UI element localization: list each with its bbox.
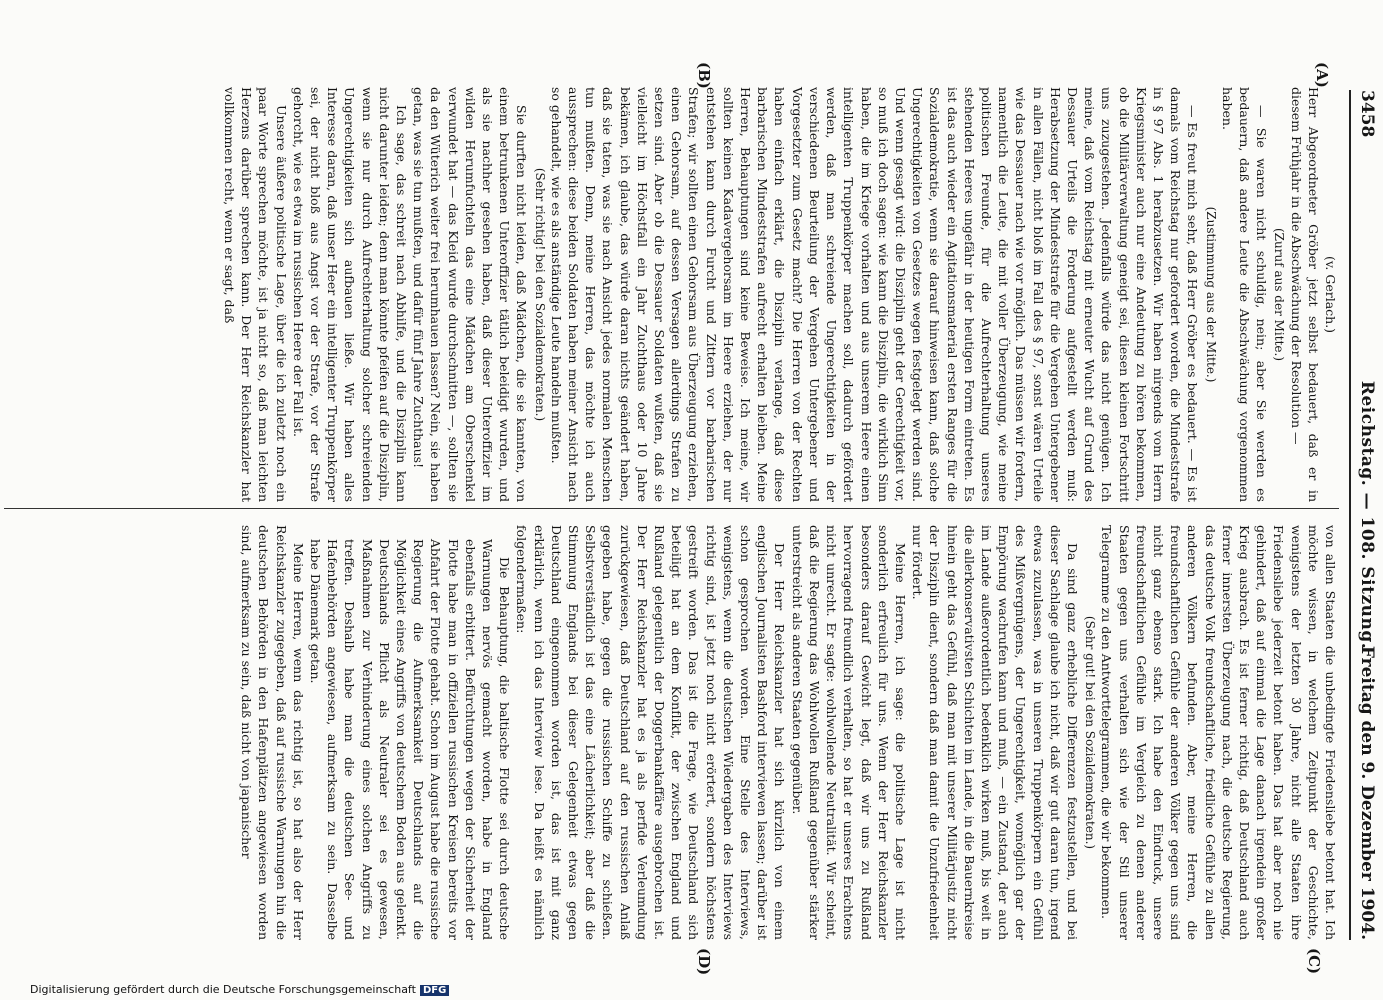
paragraph: Unsere äußere politische Lage, über die ich zuletzt noch ein paar Worte sprechen möchte, ist ja nicht so, daß man leichten Herzens darüber sprechen kann. Der Herr Reichskanzler hat vollkommen recht, wenn er sagt, daß [222,87,289,502]
right-column [238,525,1339,940]
paragraph: Da sind ganz erhebliche Differenzen festzustellen, und bei dieser Sachlage glaube ich nicht, daß wir gut daran tun, irgend etwas zuzulassen, was in unseren Truppenkörpern ein Gefühl des Mißvergnügens, der Ungerechtigkeit, womöglich gar der Empörung wachrufen kann und muß, — ein Zustand, der auch im Lande außerordentlich bedenklich wirken muß, bis weit in die allerkonservativsten Schichten im Lande, in die Bauernkreise hinein geht das Gefühl, daß man mit unserer Militärjustiz nicht der Disziplin dient, sondern daß man damit die Unzufriedenheit nur fördert. [910,525,1080,940]
footer-text: Digitalisierung gefördert durch die Deutsche Forschungsgemeinschaft [30,983,416,996]
paragraph: Meine Herren, ich sage: die politische Lage ist nicht sonderlich erfreulich für uns. Wenn der Herr Reichskanzler besonders darauf Gewicht legt, daß wir uns zu Rußland hervorragend freundlich verhalten, so hat er unseres Erachtens nicht unrecht. Er sagte: wohlwollende Neutralität. Wir scheint, daß die Regierung das Wohlwollen Rußland gegenüber stärker unterstreicht als anderen Staaten gegenüber. [789,525,908,940]
paragraph: Meine Herren, wenn das richtig ist, so hat also der Herr Reichskanzler zugegeben, daß auf russische Warnungen hin die deutschen Behörden in den Hafenplätzen angewiesen worden sind, aufmerksam zu sein, daß nicht von japanischer [239,525,306,940]
page-header [1335,90,1377,940]
paragraph: — Sie waren nicht schuldig, nein; aber Sie werden es bedauern, daß andere Leute die Abschwächung vorgenommen haben. [1219,87,1270,502]
interjection: (Zustimmung aus der Mitte.) [1203,206,1218,383]
interjection: (Sehr gut! bei den Sozialdemokraten.) [1083,615,1098,850]
dfg-logo: DFG [420,985,449,996]
paragraph: Ich sage, das schreit nach Abhilfe, und die Disziplin kann nicht darunter leiden; denn man könnte pfeifen auf die Disziplin, wenn sie nur durch Aufrechterhaltung solcher schreienden Ungerechtigkeiten sich aufbauen ließe. Wir haben alles Interesse daran, daß unser Heer ein intelligenter Truppenkörper sei, der nicht bloß aus Angst vor der Strafe, vor der Strafe gehorcht, wie es etwa im russischen Heere der Fall ist. [290,87,410,502]
paragraph: Herr Abgeordneter Gröber jetzt selbst bedauert, daß er in diesem Frühjahr in die Abschwächung der Resolution — [1288,87,1321,502]
paragraph: — Es freut mich sehr, daß Herr Gröber es bedauert. — Es ist damals vom Reichstag nur gefordert worden, die Mindeststrafe in § 97 Abs. 1 herabzusetzen. Wir haben nirgends vom Herrn Kriegsminister auch nur eine Andeutung zu hören bekommen, ob die Militärverwaltung geneigt sei, diesen kleinen Fortschritt uns zuzugestehen. Jedenfalls würde das nicht genügen. Ich meine, daß vom Reichstag mit erneuter Wucht auf Grund des Dessauer Urteils die Forderung aufgestellt werden muß: Herabsetzung der Mindeststrafe für die Vergehen Untergebener in allen Fällen, nicht bloß im Fall des § 97, sonst wären Urteile wie das Dessauer nach wie vor möglich. Das müssen wir fordern, namentlich die Leute, die mit voller Überzeugung, wie meine politischen Freunde, für die Aufrechterhaltung unseres stehenden Heeres ungefähr in der heutigen Form eintreten. Es ist das auch wieder ein Agitationsmaterial ersten Ranges für die Sozialdemokratie, wenn sie darauf hinweisen kann, daß solche Ungerechtigkeiten von Gesetzes wegen festgelegt werden sind. Und wenn gesagt wird: die Disziplin geht der Gerechtigkeit vor, so muß ich doch sagen: wie kann die Disziplin, die wirklich Sinn haben, die im Kriege vorhalten und aus unserem Heere einen intelligenten Truppenkörper machen soll, dadurch gefördert werden, daß man schreiende Ungerechtigkeiten in der verschiedenen Beurteilung der Vergehen Untergebener und Vorgesetzter zum Gesetz macht? Die Herren von der Rechten haben einfach erklärt, die Disziplin verlange, daß diese barbarischen Mindeststrafen aufrecht erhalten bleiben. Meine Herren, Behauptungen sind keine Beweise. Ich meine, wir sollten keinen Kadavergehorsam im Heere erziehen, der nur entstehen kann durch Furcht und Zittern vor barbarischen Strafen; wir sollten einen Gehorsam aus Überzeugung erziehen, einen Gehorsam, auf dessen Versagen allerdings Strafen zu setzen sind. Aber ob die Dessauer Soldaten wußten, daß sie vielleicht im Höchstfall ein Jahr Zuchthaus oder 10 Jahre bekämen, ich glaube, das würde daran nichts geändert haben, daß sie taten, was sie nach Ansicht jedes normalen Menschen tun mußten. Denn, meine Herren, das möchte ich auch aussprechen: diese beiden Soldaten haben meiner Ansicht nach so gehandelt, wie es als anständige Leute handeln mußten. [548,87,1201,502]
page-number: 3458 [1357,90,1377,138]
interjection: (Sehr richtig! bei den Sozialdemokraten.) [532,167,547,422]
margin-marker-a: (A) [1313,62,1331,88]
margin-marker-c: (C) [1305,948,1323,975]
quoted-paragraph: Die Behauptung, die baltische Flotte sei durch deutsche Warnungen nervös gemacht worden, habe in England ebenfalls erbittert. Befürchtungen wegen der Sicherheit der Flotte habe man in offiziellen russischen Kreisen bereits vor Abfahrt der Flotte gehabt. Schon im August habe die russische Regierung die Aufmerksamkeit Deutschlands auf die Möglichkeit eines Angriffs von deutschem Boden aus gelenkt. Deutschlands Pflicht als Neutraler sei es gewesen, Maßnahmen zur Verhinderung eines solchen Angriffs zu treffen. Deshalb habe man die deutschen See- und Hafenbehörden angewiesen, aufmerksam zu sein. Dasselbe habe Dänemark getan. [308,539,513,940]
paragraph: Der Herr Reichskanzler hat sich kürzlich von einem englischen Journalisten Bashford interviewen lassen; darüber ist schon gesprochen worden. Eine Stelle des Interviews, wenigstens, wenn die deutschen Wiedergaben des Interviews richtig sind, ist jetzt noch nicht erörtert, sondern höchstens gestreift worden. Das ist die Frage, wie Deutschland sich beteiligt hat an dem Konflikt, der zwischen England und Rußland gelegentlich der Doggerbankaffäre ausgebrochen ist. Der Herr Reichskanzler hat es ja als perfide Verleumdung zurückgewiesen, daß Deutschland auf den russischen Anlaß gegeben habe, gegen die russischen Schiffe zu schießen. Selbstverständlich ist das eine Lächerlichkeit; aber daß die Stimmung Englands bei dieser Gelegenheit etwas gegen Deutschland eingenommen worden ist, das ist mit ganz erklärlich, wenn ich das Interview lese. Da heißt es nämlich folgendermaßen: [514,525,788,940]
session-title: Reichstag. — 108. Sitzung. [1357,380,1377,650]
margin-marker-b: (B) [695,62,713,89]
paragraph: von allen Staaten die unbedingte Friedensliebe betont hat. Ich möchte wissen, in welchem Zeitpunkt der Geschichte, wenigstens der letzten 30 Jahre, nicht alle Staaten ihre Friedensliebe jederzeit betont haben. Das hat aber noch nie gehindert, daß auf einmal die Lage danach irgendein großer Krieg ausbrach. Es ist ferner richtig, daß Deutschland auch ferner innersten Überzeugung nach, die deutsche Regierung, das deutsche Volk freundschaftliche, friedliche Gefühle zu allen anderen Völkern befunden. Aber, meine Herren, die freundschaftlichen Gefühle der anderen Völker gegen uns sind nicht ganz ebenso stark. Ich habe den Eindruck, unsere freundschaftlichen Gefühle im Vergleich zu denen anderer Staaten gegen uns verhalten sich wie der Stil unserer Telegramme zu den Antworttelegrammen, die wir bekommen. [1099,525,1338,940]
paragraph: Sie durften nicht leiden, daß Mädchen, die sie kannten, von einem betrunkenen Unteroffizier tätlich beleidigt wurden, und als sie nachher gesehen haben, daß dieser Unteroffizier im wilden Herumfuchteln das eine Mädchen am Oberschenkel verwundet hat — das Kleid wurde durchschnitten —, sollten sie da den Wüterich weiter frei herumhauen lassen? Nein, sie haben getan, was sie tun mußten, und dafür fünf Jahre Zuchthaus! [411,87,530,502]
margin-marker-d: (D) [695,948,713,976]
footer-credit [30,983,449,996]
session-date: Freitag den 9. Dezember 1904. [1357,645,1377,940]
speaker-name: (v. Gerlach.) [1323,255,1338,334]
header-rule [1349,90,1351,940]
left-column [221,87,1339,502]
column-separator [4,508,1339,509]
interjection: (Zuruf aus der Mitte.) [1272,227,1287,362]
